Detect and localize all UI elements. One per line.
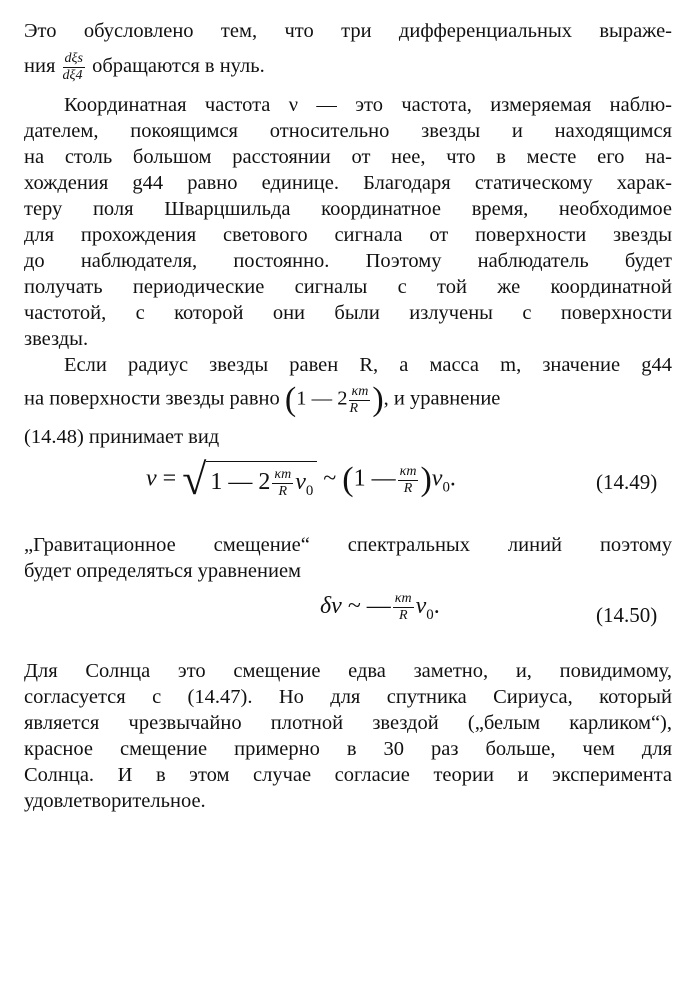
text-line: (14.48) принимает вид (24, 426, 220, 448)
text-line: „Гравитационное смещение“ спектральных линий поэтому (24, 534, 672, 556)
equation-number: (14.50) (596, 603, 658, 627)
fraction-numerator: dξs (64, 51, 83, 66)
text-line: Солнца. И в этом случае согласие теории и эксперимента (24, 764, 672, 786)
text-line: Для Солнца это смещение едва заметно, и, повидимому, (24, 660, 672, 682)
fraction-denominator: R (398, 608, 408, 623)
fraction (63, 52, 85, 83)
fraction (398, 465, 419, 496)
formula-text: 1 — 2 (296, 387, 348, 410)
text-line: является чрезвычайно плотной звездой („белым карликом“), (24, 712, 672, 734)
text-line (24, 52, 672, 83)
sqrt-sign: √ (182, 455, 207, 504)
sqrt (182, 455, 317, 504)
text-line: будет определяться уравнением (24, 560, 302, 582)
text-line: на столь большом расстоянии от нее, что в месте его на- (24, 146, 672, 168)
formula-paren: ( (342, 461, 354, 498)
formula-nu: ν (146, 465, 157, 492)
fraction (272, 468, 293, 499)
fraction (349, 385, 370, 416)
text-line: до наблюдателя, постоянно. Поэтому наблюдатель будет (24, 250, 672, 272)
text-fragment: обращаются в нуль. (92, 55, 265, 78)
formula-paren: ) (420, 461, 432, 498)
equation-number: (14.49) (596, 470, 658, 494)
fraction-numerator: κm (399, 463, 417, 479)
equation-14-49: ν = √ 1 — 2 $\frac{\kappa m}{R}$ $\nu_0$ ~ (1 — $\frac{\kappa m}{R}$ )$\nu_0$. (146, 455, 456, 504)
sqrt-radicand: 1 — 2 $\frac{\kappa m}{R}$ $\nu_0$ (206, 461, 317, 500)
text-line: удовлетворительное. (24, 790, 206, 812)
text-fragment: , и уравнение (383, 387, 501, 410)
text-fragment: на поверхности звезды равно (24, 387, 280, 410)
text-line: согласуется с (14.47). Но для спутника Сириуса, который (24, 686, 672, 708)
text-line: звезды. (24, 328, 89, 350)
text-line: получать периодические сигналы с той же координатной (24, 276, 672, 298)
text-line: для прохождения светового сигнала от поверхности звезды (24, 224, 672, 246)
text-line: дателем, покоящимся относительно звезды и находящимся (24, 120, 672, 142)
fraction (393, 592, 414, 623)
fraction-denominator: dξ4 (62, 68, 83, 83)
formula-paren: ( (284, 381, 297, 418)
fraction-numerator: κm (274, 466, 292, 482)
text-line (24, 383, 672, 417)
fraction-denominator: R (349, 400, 359, 416)
text-line: частотой, с которой они были излучены с поверхности (24, 302, 672, 324)
formula-paren: ) (372, 381, 384, 418)
fraction-denominator: R (403, 480, 413, 496)
fraction-numerator: κm (394, 591, 412, 606)
text-fragment: ния (24, 55, 56, 78)
equation-14-50: δν ~ — $\frac{\kappa m}{R}$ $\nu_0$. (320, 591, 440, 623)
fraction-numerator: κm (351, 383, 369, 399)
fraction-denominator: R (278, 483, 288, 499)
text-line: хождения g44 равно единице. Благодаря статическому харак- (24, 172, 672, 194)
text-line: Если радиус звезды равен R, а масса m, значение g44 (64, 354, 672, 376)
text-line: красное смещение примерно в 30 раз больше, чем для (24, 738, 672, 760)
text-line: Это обусловлено тем, что три дифференциальных выраже- (24, 20, 672, 42)
text-line: Координатная частота ν — это частота, измеряемая наблю- (64, 94, 672, 116)
text-line: теру поля Шварцшильда координатное время, необходимое (24, 198, 672, 220)
